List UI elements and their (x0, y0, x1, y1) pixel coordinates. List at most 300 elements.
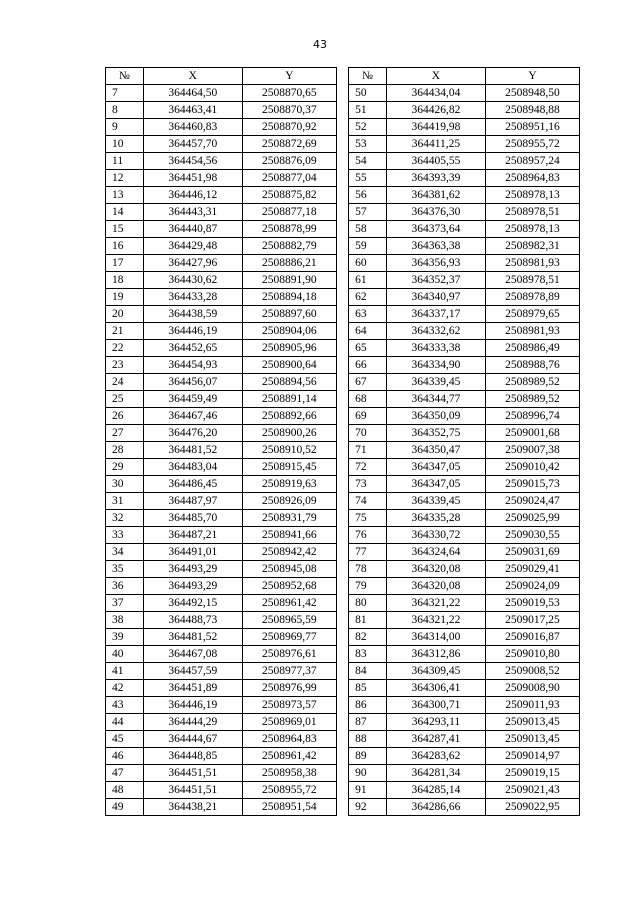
column-gap (336, 595, 348, 612)
cell-x-right: 364330,72 (386, 527, 485, 544)
cell-x-left: 364463,41 (143, 102, 242, 119)
column-gap (336, 221, 348, 238)
cell-x-right: 364324,64 (386, 544, 485, 561)
cell-x-left: 364481,52 (143, 629, 242, 646)
column-gap (336, 136, 348, 153)
cell-x-left: 364476,20 (143, 425, 242, 442)
cell-y-right: 2508989,52 (485, 391, 579, 408)
cell-y-left: 2508891,14 (242, 391, 336, 408)
cell-x-left: 364481,52 (143, 442, 242, 459)
cell-num-right: 80 (349, 595, 387, 612)
cell-x-left: 364488,73 (143, 612, 242, 629)
cell-x-right: 364344,77 (386, 391, 485, 408)
cell-num-right: 76 (349, 527, 387, 544)
cell-y-right: 2508948,88 (485, 102, 579, 119)
cell-x-right: 364320,08 (386, 578, 485, 595)
table-row (106, 731, 580, 748)
cell-num-left: 8 (106, 102, 144, 119)
cell-x-right: 364347,05 (386, 476, 485, 493)
cell-y-left: 2508878,99 (242, 221, 336, 238)
table-row (106, 408, 580, 425)
cell-y-right: 2508978,51 (485, 272, 579, 289)
cell-y-right: 2509010,42 (485, 459, 579, 476)
cell-num-right: 54 (349, 153, 387, 170)
cell-num-right: 83 (349, 646, 387, 663)
cell-x-left: 364460,83 (143, 119, 242, 136)
table-row (106, 119, 580, 136)
cell-x-right: 364287,41 (386, 731, 485, 748)
table-row (106, 510, 580, 527)
cell-num-right: 52 (349, 119, 387, 136)
cell-num-right: 88 (349, 731, 387, 748)
cell-y-right: 2508988,76 (485, 357, 579, 374)
column-gap (336, 238, 348, 255)
cell-num-right: 53 (349, 136, 387, 153)
cell-y-left: 2508915,45 (242, 459, 336, 476)
column-gap (336, 612, 348, 629)
cell-num-right: 60 (349, 255, 387, 272)
cell-x-right: 364300,71 (386, 697, 485, 714)
cell-y-right: 2509024,47 (485, 493, 579, 510)
cell-num-right: 57 (349, 204, 387, 221)
cell-num-left: 36 (106, 578, 144, 595)
cell-x-right: 364363,38 (386, 238, 485, 255)
cell-y-left: 2508905,96 (242, 340, 336, 357)
column-gap (336, 561, 348, 578)
table-row (106, 85, 580, 102)
cell-y-left: 2508969,01 (242, 714, 336, 731)
cell-num-right: 90 (349, 765, 387, 782)
cell-y-right: 2508951,16 (485, 119, 579, 136)
cell-num-left: 11 (106, 153, 144, 170)
cell-num-right: 61 (349, 272, 387, 289)
cell-x-right: 364352,37 (386, 272, 485, 289)
cell-num-left: 27 (106, 425, 144, 442)
column-gap (336, 272, 348, 289)
table-row (106, 646, 580, 663)
cell-x-right: 364335,28 (386, 510, 485, 527)
cell-x-left: 364487,21 (143, 527, 242, 544)
cell-x-left: 364444,29 (143, 714, 242, 731)
cell-num-left: 45 (106, 731, 144, 748)
cell-y-left: 2508951,54 (242, 799, 336, 816)
cell-num-left: 37 (106, 595, 144, 612)
table-header-row (106, 68, 580, 85)
table-row (106, 612, 580, 629)
cell-y-right: 2509011,93 (485, 697, 579, 714)
cell-y-right: 2508986,49 (485, 340, 579, 357)
cell-num-left: 12 (106, 170, 144, 187)
cell-x-right: 364350,09 (386, 408, 485, 425)
cell-num-left: 19 (106, 289, 144, 306)
cell-x-left: 364446,19 (143, 323, 242, 340)
cell-y-right: 2508996,74 (485, 408, 579, 425)
cell-y-left: 2508894,56 (242, 374, 336, 391)
cell-x-right: 364350,47 (386, 442, 485, 459)
cell-y-right: 2508982,31 (485, 238, 579, 255)
table-row (106, 476, 580, 493)
cell-num-left: 20 (106, 306, 144, 323)
cell-x-left: 364486,45 (143, 476, 242, 493)
table-row (106, 714, 580, 731)
cell-x-left: 364433,28 (143, 289, 242, 306)
table-row (106, 170, 580, 187)
cell-num-left: 14 (106, 204, 144, 221)
cell-x-right: 364426,82 (386, 102, 485, 119)
cell-x-left: 364427,96 (143, 255, 242, 272)
cell-x-left: 364459,49 (143, 391, 242, 408)
column-gap (336, 731, 348, 748)
cell-y-left: 2508877,18 (242, 204, 336, 221)
table-row (106, 306, 580, 323)
table-row (106, 561, 580, 578)
cell-y-left: 2508976,61 (242, 646, 336, 663)
cell-y-right: 2509007,38 (485, 442, 579, 459)
cell-x-right: 364333,38 (386, 340, 485, 357)
cell-x-left: 364467,46 (143, 408, 242, 425)
cell-num-right: 75 (349, 510, 387, 527)
cell-x-left: 364451,51 (143, 782, 242, 799)
cell-x-right: 364339,45 (386, 374, 485, 391)
cell-x-left: 364487,97 (143, 493, 242, 510)
table-row (106, 697, 580, 714)
cell-x-right: 364419,98 (386, 119, 485, 136)
table-row (106, 680, 580, 697)
table-row (106, 255, 580, 272)
cell-x-left: 364443,31 (143, 204, 242, 221)
cell-y-left: 2508931,79 (242, 510, 336, 527)
table-body (106, 85, 580, 816)
cell-num-right: 81 (349, 612, 387, 629)
cell-num-left: 22 (106, 340, 144, 357)
cell-num-right: 87 (349, 714, 387, 731)
table-row (106, 272, 580, 289)
cell-y-left: 2508872,69 (242, 136, 336, 153)
cell-y-right: 2508955,72 (485, 136, 579, 153)
column-gap (336, 68, 348, 85)
cell-num-left: 41 (106, 663, 144, 680)
cell-y-left: 2508894,18 (242, 289, 336, 306)
column-gap (336, 544, 348, 561)
cell-num-right: 70 (349, 425, 387, 442)
cell-y-left: 2508964,83 (242, 731, 336, 748)
cell-x-right: 364281,34 (386, 765, 485, 782)
coordinates-table (105, 67, 580, 816)
cell-x-right: 364283,62 (386, 748, 485, 765)
cell-x-left: 364467,08 (143, 646, 242, 663)
column-gap (336, 340, 348, 357)
cell-num-left: 48 (106, 782, 144, 799)
cell-y-right: 2509019,53 (485, 595, 579, 612)
cell-x-right: 364293,11 (386, 714, 485, 731)
cell-num-left: 39 (106, 629, 144, 646)
cell-y-right: 2509021,43 (485, 782, 579, 799)
table-row (106, 629, 580, 646)
table-row (106, 799, 580, 816)
table-row (106, 493, 580, 510)
column-gap (336, 153, 348, 170)
cell-x-right: 364434,04 (386, 85, 485, 102)
cell-x-left: 364429,48 (143, 238, 242, 255)
cell-y-left: 2508904,06 (242, 323, 336, 340)
cell-num-left: 30 (106, 476, 144, 493)
cell-num-left: 44 (106, 714, 144, 731)
column-gap (336, 425, 348, 442)
cell-num-left: 38 (106, 612, 144, 629)
cell-y-right: 2508981,93 (485, 323, 579, 340)
cell-y-left: 2508870,65 (242, 85, 336, 102)
table-row (106, 391, 580, 408)
cell-y-left: 2508882,79 (242, 238, 336, 255)
column-gap (336, 442, 348, 459)
cell-y-right: 2508978,13 (485, 187, 579, 204)
column-gap (336, 357, 348, 374)
cell-x-right: 364340,97 (386, 289, 485, 306)
cell-y-right: 2509008,90 (485, 680, 579, 697)
cell-x-left: 364457,70 (143, 136, 242, 153)
table-row (106, 527, 580, 544)
table-row (106, 204, 580, 221)
table-row (106, 425, 580, 442)
column-gap (336, 663, 348, 680)
column-gap (336, 646, 348, 663)
cell-num-left: 25 (106, 391, 144, 408)
cell-y-right: 2509025,99 (485, 510, 579, 527)
cell-y-left: 2508945,08 (242, 561, 336, 578)
cell-y-right: 2508978,51 (485, 204, 579, 221)
cell-y-left: 2508897,60 (242, 306, 336, 323)
cell-x-left: 364430,62 (143, 272, 242, 289)
cell-y-left: 2508965,59 (242, 612, 336, 629)
column-gap (336, 204, 348, 221)
cell-num-right: 79 (349, 578, 387, 595)
cell-y-left: 2508892,66 (242, 408, 336, 425)
cell-num-left: 49 (106, 799, 144, 816)
column-gap (336, 459, 348, 476)
cell-num-right: 71 (349, 442, 387, 459)
cell-num-left: 42 (106, 680, 144, 697)
table-row (106, 153, 580, 170)
cell-num-left: 15 (106, 221, 144, 238)
table-row (106, 340, 580, 357)
cell-num-right: 51 (349, 102, 387, 119)
table-row (106, 136, 580, 153)
cell-num-right: 82 (349, 629, 387, 646)
cell-num-left: 46 (106, 748, 144, 765)
cell-x-right: 364411,25 (386, 136, 485, 153)
cell-y-left: 2508961,42 (242, 595, 336, 612)
cell-x-left: 364454,93 (143, 357, 242, 374)
cell-num-right: 85 (349, 680, 387, 697)
column-gap (336, 255, 348, 272)
cell-x-right: 364285,14 (386, 782, 485, 799)
cell-x-right: 364321,22 (386, 612, 485, 629)
cell-y-left: 2508952,68 (242, 578, 336, 595)
cell-y-right: 2508989,52 (485, 374, 579, 391)
cell-num-right: 64 (349, 323, 387, 340)
cell-num-left: 21 (106, 323, 144, 340)
cell-x-right: 364332,62 (386, 323, 485, 340)
cell-y-right: 2508979,65 (485, 306, 579, 323)
cell-y-right: 2509015,73 (485, 476, 579, 493)
column-gap (336, 187, 348, 204)
cell-num-left: 16 (106, 238, 144, 255)
cell-y-left: 2508958,38 (242, 765, 336, 782)
cell-x-left: 364464,50 (143, 85, 242, 102)
table-row (106, 323, 580, 340)
cell-x-left: 364446,19 (143, 697, 242, 714)
cell-x-right: 364352,75 (386, 425, 485, 442)
cell-x-left: 364493,29 (143, 578, 242, 595)
cell-y-left: 2508891,90 (242, 272, 336, 289)
column-gap (336, 408, 348, 425)
cell-num-left: 40 (106, 646, 144, 663)
column-gap (336, 527, 348, 544)
cell-x-left: 364438,59 (143, 306, 242, 323)
column-gap (336, 782, 348, 799)
cell-x-left: 364438,21 (143, 799, 242, 816)
cell-num-left: 43 (106, 697, 144, 714)
cell-y-left: 2508870,92 (242, 119, 336, 136)
cell-y-right: 2509010,80 (485, 646, 579, 663)
cell-x-left: 364456,07 (143, 374, 242, 391)
cell-x-right: 364376,30 (386, 204, 485, 221)
cell-x-right: 364286,66 (386, 799, 485, 816)
cell-y-right: 2509031,69 (485, 544, 579, 561)
cell-y-right: 2509013,45 (485, 731, 579, 748)
cell-x-right: 364373,64 (386, 221, 485, 238)
cell-y-left: 2508942,42 (242, 544, 336, 561)
table-row (106, 663, 580, 680)
column-gap (336, 714, 348, 731)
table-row (106, 578, 580, 595)
column-gap (336, 289, 348, 306)
header-x-right: X (386, 68, 485, 85)
cell-num-right: 67 (349, 374, 387, 391)
page-number: 43 (313, 38, 327, 51)
cell-x-right: 364337,17 (386, 306, 485, 323)
cell-num-left: 9 (106, 119, 144, 136)
column-gap (336, 578, 348, 595)
column-gap (336, 170, 348, 187)
table-row (106, 748, 580, 765)
cell-y-right: 2509024,09 (485, 578, 579, 595)
table-row (106, 187, 580, 204)
cell-y-left: 2508900,26 (242, 425, 336, 442)
column-gap (336, 374, 348, 391)
cell-num-left: 24 (106, 374, 144, 391)
cell-num-left: 34 (106, 544, 144, 561)
table-row (106, 459, 580, 476)
cell-y-right: 2509013,45 (485, 714, 579, 731)
cell-num-left: 26 (106, 408, 144, 425)
cell-num-left: 29 (106, 459, 144, 476)
cell-num-left: 31 (106, 493, 144, 510)
column-gap (336, 697, 348, 714)
cell-y-left: 2508886,21 (242, 255, 336, 272)
cell-y-left: 2508876,09 (242, 153, 336, 170)
cell-num-left: 18 (106, 272, 144, 289)
cell-num-left: 47 (106, 765, 144, 782)
cell-x-left: 364440,87 (143, 221, 242, 238)
cell-x-left: 364483,04 (143, 459, 242, 476)
cell-y-right: 2509001,68 (485, 425, 579, 442)
cell-x-left: 364493,29 (143, 561, 242, 578)
table-row (106, 442, 580, 459)
column-gap (336, 85, 348, 102)
cell-x-left: 364446,12 (143, 187, 242, 204)
cell-num-left: 13 (106, 187, 144, 204)
cell-num-right: 50 (349, 85, 387, 102)
cell-y-right: 2509029,41 (485, 561, 579, 578)
table-row (106, 765, 580, 782)
header-y-right: Y (485, 68, 579, 85)
cell-num-right: 56 (349, 187, 387, 204)
table-row (106, 595, 580, 612)
column-gap (336, 748, 348, 765)
cell-x-left: 364448,85 (143, 748, 242, 765)
cell-y-right: 2508981,93 (485, 255, 579, 272)
cell-x-left: 364492,15 (143, 595, 242, 612)
cell-y-left: 2508961,42 (242, 748, 336, 765)
cell-x-right: 364309,45 (386, 663, 485, 680)
cell-num-right: 89 (349, 748, 387, 765)
cell-num-left: 23 (106, 357, 144, 374)
cell-x-right: 364312,86 (386, 646, 485, 663)
cell-num-right: 78 (349, 561, 387, 578)
cell-num-right: 72 (349, 459, 387, 476)
table-row (106, 357, 580, 374)
table-row (106, 221, 580, 238)
cell-y-right: 2508978,13 (485, 221, 579, 238)
cell-num-right: 65 (349, 340, 387, 357)
cell-y-left: 2508919,63 (242, 476, 336, 493)
column-gap (336, 629, 348, 646)
cell-x-right: 364347,05 (386, 459, 485, 476)
cell-y-left: 2508910,52 (242, 442, 336, 459)
cell-y-right: 2508957,24 (485, 153, 579, 170)
cell-num-right: 69 (349, 408, 387, 425)
cell-num-left: 17 (106, 255, 144, 272)
cell-num-right: 58 (349, 221, 387, 238)
cell-num-right: 86 (349, 697, 387, 714)
cell-x-left: 364491,01 (143, 544, 242, 561)
cell-y-left: 2508877,04 (242, 170, 336, 187)
cell-y-right: 2508978,89 (485, 289, 579, 306)
cell-y-right: 2509030,55 (485, 527, 579, 544)
cell-num-left: 35 (106, 561, 144, 578)
cell-x-left: 364454,56 (143, 153, 242, 170)
table-row (106, 782, 580, 799)
cell-y-left: 2508941,66 (242, 527, 336, 544)
cell-x-right: 364381,62 (386, 187, 485, 204)
header-num-left: № (106, 68, 144, 85)
column-gap (336, 102, 348, 119)
cell-x-right: 364314,00 (386, 629, 485, 646)
cell-x-right: 364306,41 (386, 680, 485, 697)
table-row (106, 374, 580, 391)
cell-num-left: 7 (106, 85, 144, 102)
cell-x-right: 364339,45 (386, 493, 485, 510)
cell-y-right: 2509014,97 (485, 748, 579, 765)
cell-num-right: 55 (349, 170, 387, 187)
cell-y-left: 2508900,64 (242, 357, 336, 374)
cell-num-right: 74 (349, 493, 387, 510)
cell-y-right: 2509019,15 (485, 765, 579, 782)
cell-x-left: 364451,98 (143, 170, 242, 187)
cell-y-right: 2509008,52 (485, 663, 579, 680)
cell-num-left: 32 (106, 510, 144, 527)
